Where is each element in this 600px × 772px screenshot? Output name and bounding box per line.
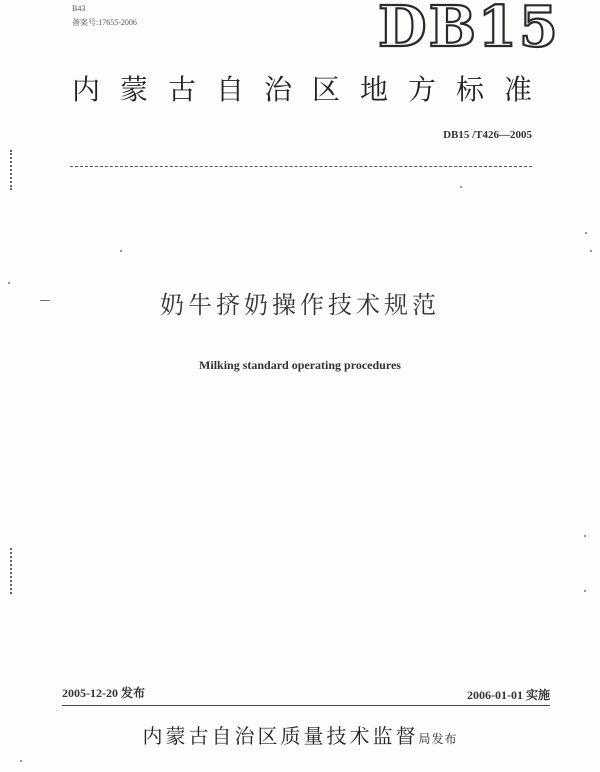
standard-number: DB15 /T426—2005	[443, 129, 532, 141]
scan-speck	[460, 186, 462, 188]
issuer-standard-heading: 内蒙古自治区地方标准	[72, 73, 553, 106]
record-number: 备案号:17655-2006	[72, 18, 137, 27]
footer-divider	[62, 705, 550, 706]
scan-speck	[590, 250, 592, 252]
scan-speck	[40, 300, 50, 301]
db15-logo: DB15	[378, 0, 560, 60]
header-divider	[70, 166, 532, 167]
title-english: Milking standard operating procedures	[199, 358, 401, 372]
issue-date: 2005-12-20 发布	[62, 686, 145, 700]
scan-speck	[584, 535, 586, 537]
scan-speck	[584, 590, 586, 592]
implement-date: 2006-01-01 实施	[467, 688, 550, 702]
scan-edge-mark	[10, 548, 14, 594]
title-chinese: 奶牛挤奶操作技术规范	[160, 291, 440, 319]
scan-speck	[8, 282, 10, 284]
scan-edge-mark	[10, 150, 14, 190]
scan-speck	[120, 250, 122, 252]
publisher-main: 内蒙古自治区质量技术监督	[142, 724, 419, 748]
scan-speck	[20, 760, 22, 762]
publisher-line	[0, 720, 600, 749]
ics-code: B43	[72, 4, 86, 13]
scan-speck	[585, 232, 587, 234]
publisher-suffix: 局发布	[418, 732, 458, 746]
